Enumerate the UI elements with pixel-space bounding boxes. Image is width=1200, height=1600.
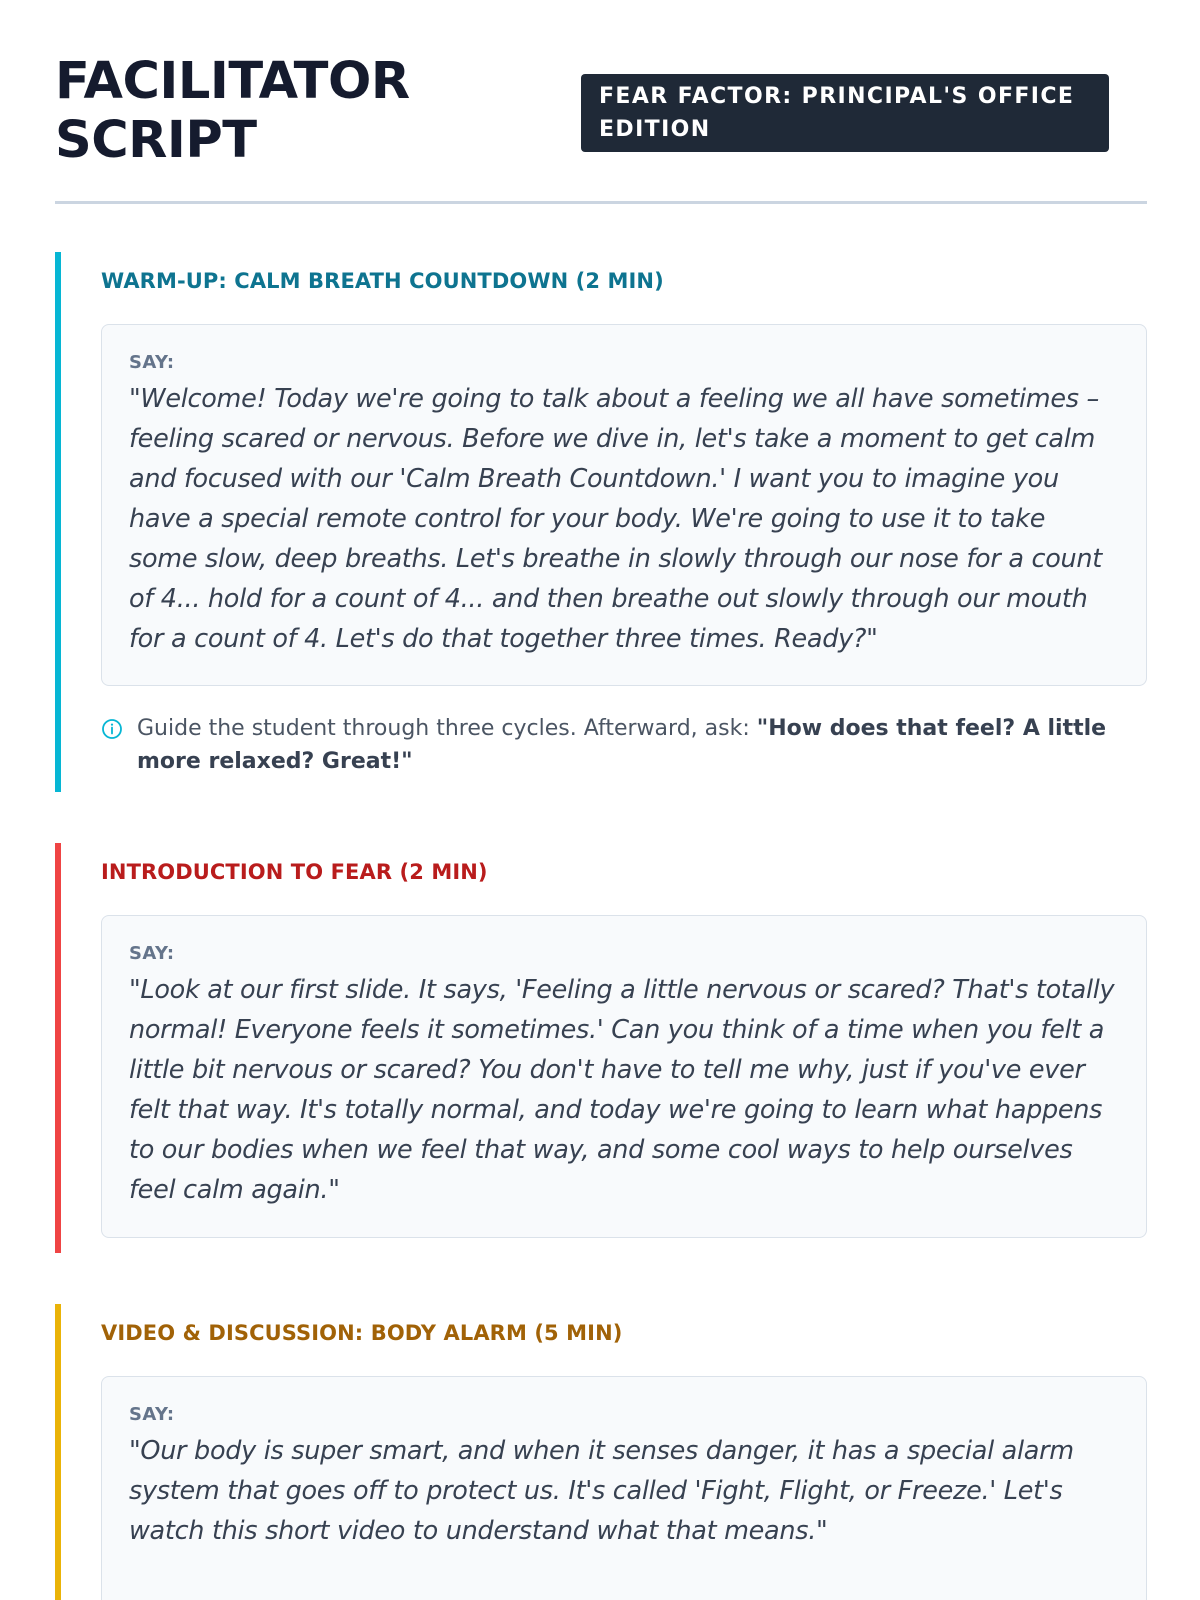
say-text: "Look at our first slide. It says, 'Feeling a little nervous or scared? That's totally normal! Everyone feels it sometimes.' Can you think of a time when you felt a little bit nervous or scared? You don't have to tell me why, just if you've ever felt that way. It's totally normal, and today we're going to learn what happens to our bodies when we feel that way, and some cool ways to help ourselves feel calm again." xyxy=(129,975,1115,1205)
section-title: INTRODUCTION TO FEAR (2 MIN) xyxy=(101,860,488,884)
say-label: SAY: xyxy=(129,943,175,964)
section-video-discussion xyxy=(55,1304,1147,1600)
say-text: "Welcome! Today we're going to talk about a feeling we all have sometimes – feeling scared or nervous. Before we dive in, let's take a moment to get calm and focused with our 'Calm Breath Countdown.' I want you to imagine you have a special remote control for your body. We're going to use it to take some slow, deep breaths. Let's breathe in slowly through our nose for a count of 4... hold for a count of 4... and then breathe out slowly through our mouth for a count of 4. Let's do that together three times. Ready?" xyxy=(129,384,1102,654)
section-warmup xyxy=(55,252,1147,792)
note-question: "How does that feel? A little more relaxed? Great!" xyxy=(137,716,1107,774)
note-instruction: Guide the student through three cycles. Afterward, ask: xyxy=(137,716,757,741)
section-title: WARM-UP: CALM BREATH COUNTDOWN (2 MIN) xyxy=(101,269,664,293)
say-label: SAY: xyxy=(129,352,175,373)
say-box xyxy=(101,915,1147,1238)
say-box xyxy=(101,1376,1147,1600)
section-title: VIDEO & DISCUSSION: BODY ALARM (5 MIN) xyxy=(101,1321,623,1345)
facilitator-note xyxy=(101,712,1147,778)
header-divider xyxy=(55,201,1147,204)
note-text xyxy=(137,712,1147,778)
header xyxy=(55,52,1147,202)
say-box xyxy=(101,324,1147,686)
page xyxy=(55,0,1147,1600)
say-label: SAY: xyxy=(129,1404,175,1425)
section-accent-bar xyxy=(55,843,61,1253)
section-accent-bar xyxy=(55,252,61,792)
say-text: "Our body is super smart, and when it senses danger, it has a special alarm system that goes off to protect us. It's called 'Fight, Flight, or Freeze.' Let's watch this short video to understand what that means." xyxy=(129,1436,1074,1546)
info-icon xyxy=(101,718,123,740)
section-introduction xyxy=(55,843,1147,1253)
page-title: FACILITATOR SCRIPT xyxy=(55,52,410,170)
section-accent-bar xyxy=(55,1304,61,1600)
lesson-badge: FEAR FACTOR: PRINCIPAL'S OFFICE EDITION xyxy=(581,74,1109,152)
